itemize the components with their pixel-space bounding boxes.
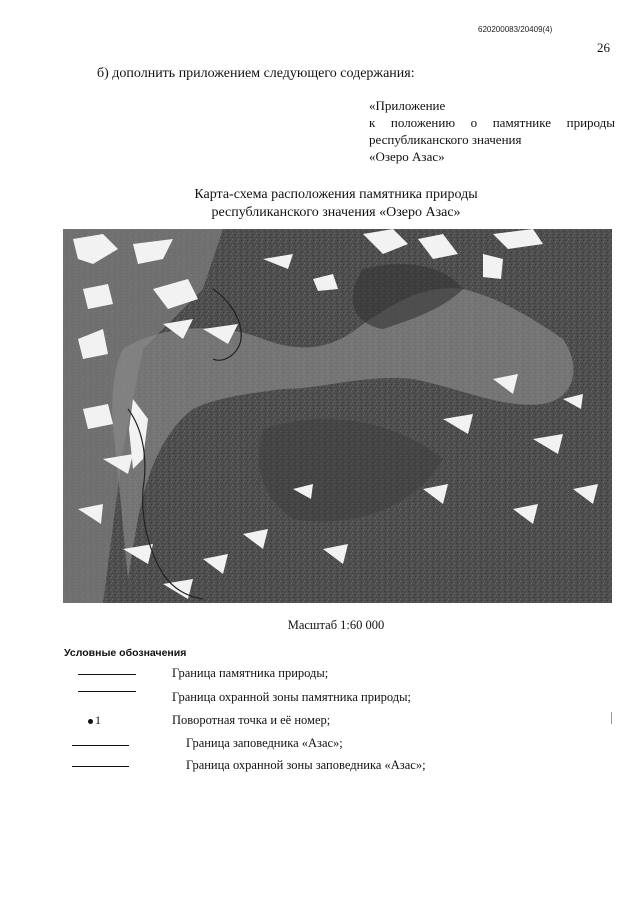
legend-item: [0, 688, 640, 708]
legend-item: [0, 734, 640, 754]
page-number: 26: [597, 40, 610, 55]
legend-turning-point: [88, 713, 101, 728]
legend-item: [0, 758, 640, 778]
legend-line-reserve-boundary: [72, 745, 129, 746]
legend-point-number: 1: [95, 713, 101, 727]
map-title-line-2: республиканского значения «Озеро Азас»: [211, 205, 461, 220]
legend-text: Поворотная точка и её номер;: [172, 713, 331, 727]
legend-title: Условные обозначения: [64, 647, 187, 659]
legend-line-reserve-buffer: [72, 766, 129, 767]
legend-text: Граница заповедника «Азас»;: [186, 736, 343, 750]
legend-line-monument-boundary: [78, 674, 136, 675]
legend-item: [0, 711, 640, 731]
map-scale: Масштаб 1:60 000: [287, 618, 385, 632]
appendix-line-2: к положению о памятнике природы: [369, 115, 615, 130]
legend-item: [0, 664, 640, 684]
map-title: [0, 186, 640, 222]
satellite-map: [63, 229, 612, 603]
legend-text: Граница охранной зоны заповедника «Азас»;: [186, 758, 426, 772]
appendix-reference: [369, 97, 615, 165]
scan-margin-mark: [611, 712, 612, 724]
intro-text: б) дополнить приложением следующего содержания:: [97, 66, 415, 81]
legend-line-monument-buffer: [78, 691, 136, 692]
map-title-line-1: Карта-схема расположения памятника природы: [194, 187, 478, 202]
appendix-line-4: «Озеро Азас»: [369, 149, 445, 164]
legend-text: Граница памятника природы;: [172, 666, 329, 680]
appendix-line-1: «Приложение: [369, 98, 446, 113]
appendix-line-3: республиканского значения: [369, 132, 522, 147]
point-dot-icon: [88, 719, 93, 724]
legend-text: Граница охранной зоны памятника природы;: [172, 690, 412, 704]
document-id: 620200083/20409(4): [478, 25, 553, 34]
satellite-map-image: [63, 229, 612, 603]
